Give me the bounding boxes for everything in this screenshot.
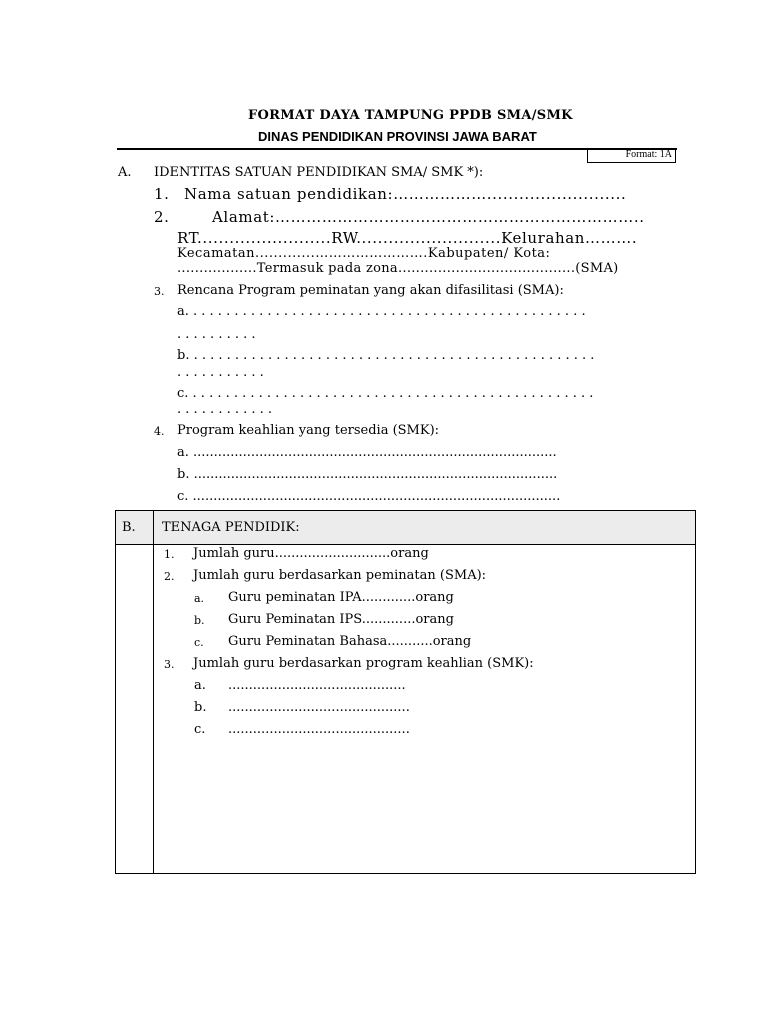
b-item3-text: Jumlah guru berdasarkan program keahlian (SMK): [193,656,534,671]
address-rt-rw-line: RT.........................RW...........................Kelurahan………. [177,229,638,247]
b-item2-b-letter: b. [194,614,205,627]
a-item2-address-field: Alamat:…………………………………………………………….. [212,208,645,226]
section-a-letter: A. [118,165,132,180]
section-b-heading: TENAGA PENDIDIK: [162,520,300,535]
format-label: Format: 1A [625,149,672,160]
section-b-letter: B. [122,520,136,535]
b-item3-b-text: ............................................ [228,700,410,715]
b-item2-b-text: Guru Peminatan IPS.............orang [228,612,454,627]
peminatan-b-line: b. . . . . . . . . . . . . . . . . . . . . . . . . . . . . . . . . . . . . . . . . . . . . . . . . . [177,348,595,363]
b-item3-b-letter: b. [194,700,207,715]
b-item1-text: Jumlah guru............................orang [193,546,429,561]
a-item4-number: 4. [154,425,165,438]
peminatan-c-continuation: . . . . . . . . . . . . [177,402,273,417]
peminatan-c-line: c. . . . . . . . . . . . . . . . . . . . . . . . . . . . . . . . . . . . . . . . . . . . . . . . . . [177,386,594,401]
keahlian-b-line: b. ........................................................................................ [177,467,558,482]
keahlian-a-line: a. ........................................................................................ [177,445,557,460]
b-item3-c-letter: c. [194,722,206,737]
b-item2-c-letter: c. [194,636,204,649]
document-title: FORMAT DAYA TAMPUNG PPDB SMA/SMK [248,108,573,123]
keahlian-c-line: c. ......................................................................................... [177,489,561,504]
a-item1-school-name-field: Nama satuan pendidikan:……………….......................... [184,185,627,203]
peminatan-a-line: a. . . . . . . . . . . . . . . . . . . . . . . . . . . . . . . . . . . . . . . . . . . . . . . . . [177,304,586,319]
b-item3-c-text: ............................................ [228,722,410,737]
a-item1-number: 1. [154,185,170,203]
b-item2-a-letter: a. [194,592,205,605]
format-box [587,148,676,163]
document-subtitle: DINAS PENDIDIKAN PROVINSI JAWA BARAT [258,129,537,144]
a-item4-text: Program keahlian yang tersedia (SMK): [177,423,440,438]
a-item2-number: 2. [154,208,170,226]
b-item3-number: 3. [164,658,175,671]
a-item3-number: 3. [154,285,165,298]
peminatan-a-continuation: . . . . . . . . . . [177,327,256,342]
b-item1-number: 1. [164,548,175,561]
b-item2-a-text: Guru peminatan IPA.............orang [228,590,454,605]
table-column-divider [153,511,154,873]
section-a-heading: IDENTITAS SATUAN PENDIDIKAN SMA/ SMK *): [154,165,484,180]
b-item2-text: Jumlah guru berdasarkan peminatan (SMA): [193,568,487,583]
b-item2-number: 2. [164,570,175,583]
a-item3-text: Rencana Program peminatan yang akan difasilitasi (SMA): [177,283,564,298]
b-item3-a-letter: a. [194,678,206,693]
address-district-line: Kecamatan.............…………………….Kabupaten/ Kota: [177,246,551,261]
address-zone-line: ..................Termasuk pada zona........................................(SMA) [177,261,619,276]
b-item3-a-text: ........................................... [228,678,406,693]
b-item2-c-text: Guru Peminatan Bahasa...........orang [228,634,472,649]
peminatan-b-continuation: . . . . . . . . . . . [177,365,264,380]
